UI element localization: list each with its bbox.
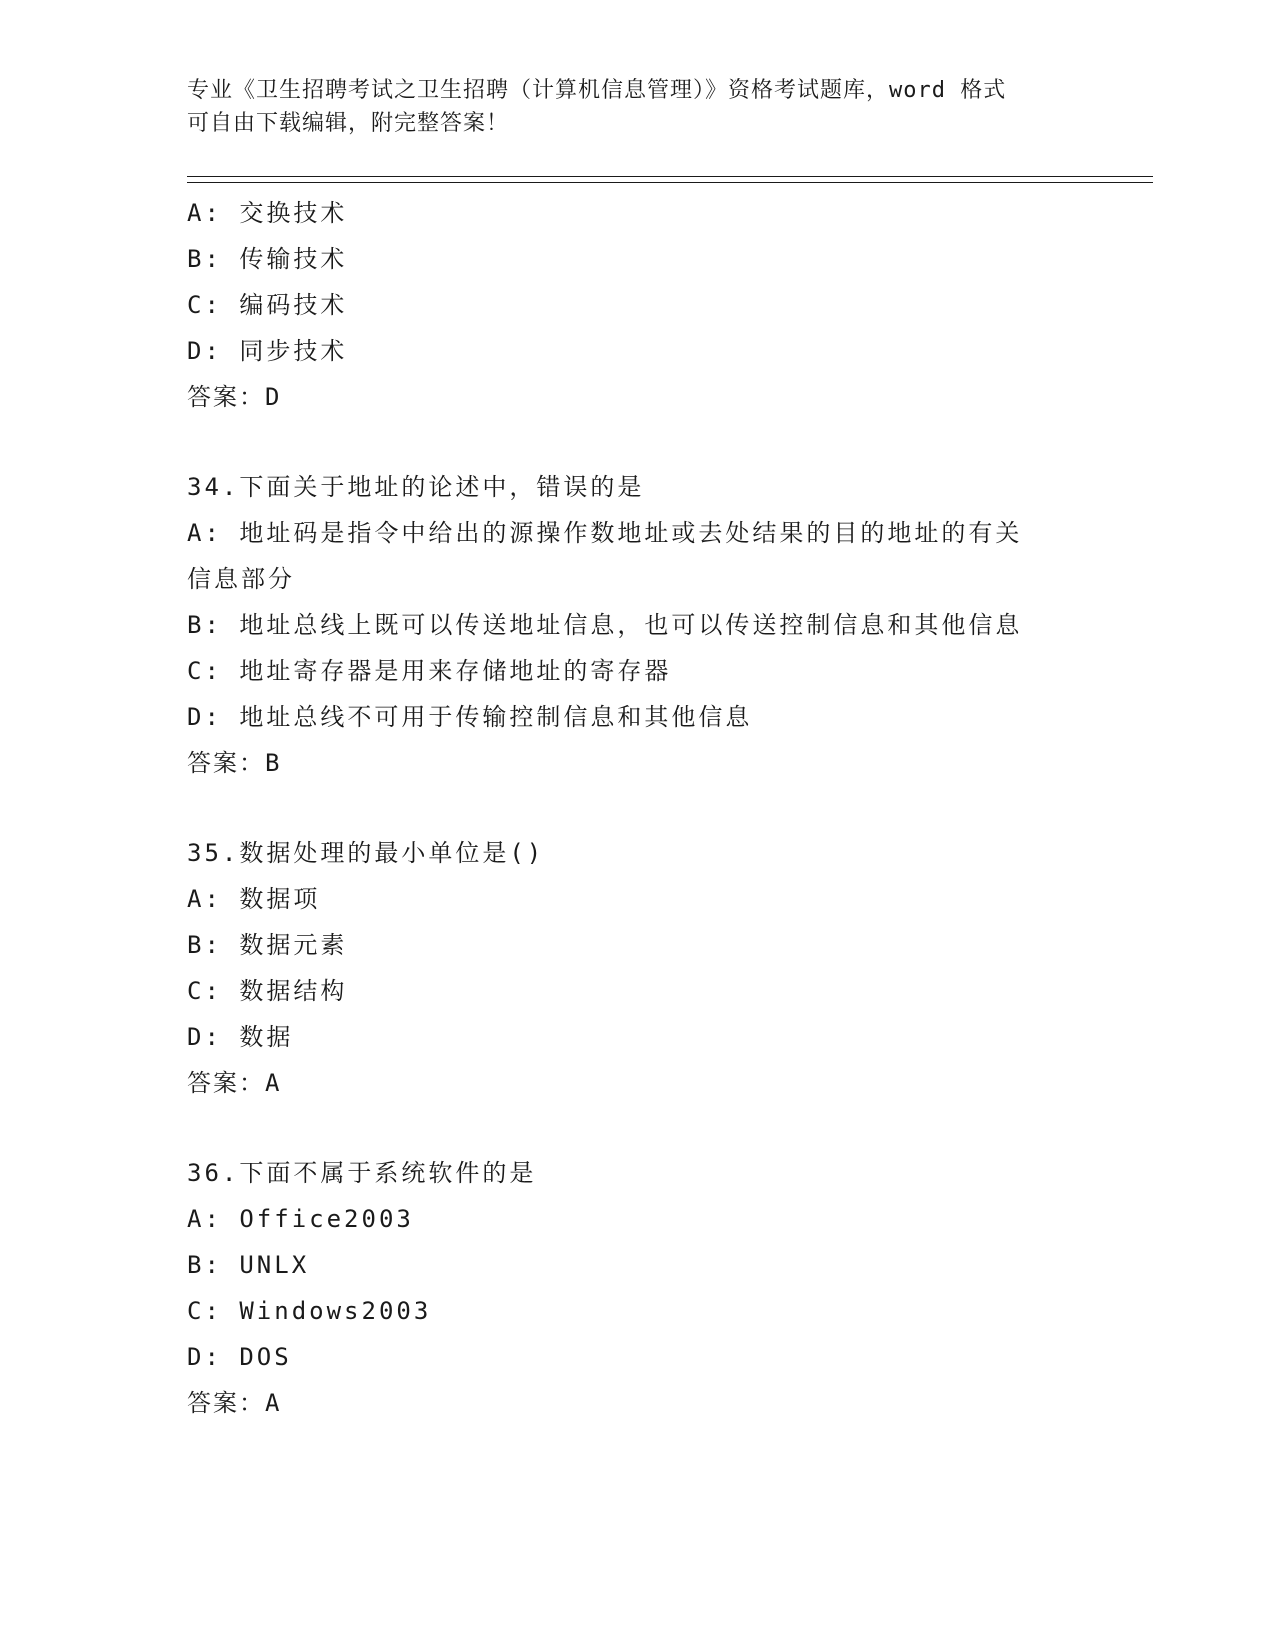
question-text: 35.数据处理的最小单位是() [187, 839, 545, 867]
answer-line [187, 1060, 1087, 1106]
question-33 [187, 190, 1087, 420]
option-d: D: 地址总线不可用于传输控制信息和其他信息 [187, 703, 753, 731]
option-c: C: 编码技术 [187, 291, 348, 319]
option-b: B: 地址总线上既可以传送地址信息，也可以传送控制信息和其他信息 [187, 611, 1023, 639]
option-b: B: UNLX [187, 1251, 310, 1279]
option-c: C: 地址寄存器是用来存储地址的寄存器 [187, 657, 672, 685]
answer-label: 答案： [187, 1069, 265, 1097]
answer-line [187, 740, 1087, 786]
answer-label: 答案： [187, 383, 265, 411]
answer-value: A [265, 1069, 282, 1097]
option-d: D: 同步技术 [187, 337, 348, 365]
answer-label: 答案： [187, 1389, 265, 1417]
option-a: A: Office2003 [187, 1205, 414, 1233]
question-text: 36.下面不属于系统软件的是 [187, 1159, 537, 1187]
question-36 [187, 1150, 1087, 1426]
header-title-line-1: 专业《卫生招聘考试之卫生招聘（计算机信息管理）》资格考试题库，word 格式 [187, 78, 1007, 103]
question-list [187, 190, 1087, 1426]
answer-value: A [265, 1389, 282, 1417]
option-b: B: 数据元素 [187, 931, 348, 959]
header-divider-bottom [187, 182, 1153, 183]
header-divider-top [187, 176, 1153, 177]
question-35 [187, 830, 1087, 1106]
header-title-line-2: 可自由下载编辑，附完整答案！ [187, 111, 510, 136]
option-c: C: Windows2003 [187, 1297, 432, 1325]
question-34 [187, 464, 1087, 786]
question-text: 34.下面关于地址的论述中，错误的是 [187, 473, 645, 501]
answer-label: 答案： [187, 749, 265, 777]
option-c: C: 数据结构 [187, 977, 348, 1005]
spacer [187, 420, 1087, 464]
spacer [187, 1106, 1087, 1150]
option-d: D: DOS [187, 1343, 292, 1371]
document-header [187, 74, 1087, 140]
option-a: A: 交换技术 [187, 199, 348, 227]
option-b: B: 传输技术 [187, 245, 348, 273]
answer-line [187, 374, 1087, 420]
spacer [187, 786, 1087, 830]
answer-value: B [265, 749, 282, 777]
answer-value: D [265, 383, 282, 411]
option-a-continued: 信息部分 [187, 565, 295, 593]
option-a: A: 数据项 [187, 885, 321, 913]
option-a: A: 地址码是指令中给出的源操作数地址或去处结果的目的地址的有关 [187, 519, 1023, 547]
option-d: D: 数据 [187, 1023, 294, 1051]
answer-line [187, 1380, 1087, 1426]
